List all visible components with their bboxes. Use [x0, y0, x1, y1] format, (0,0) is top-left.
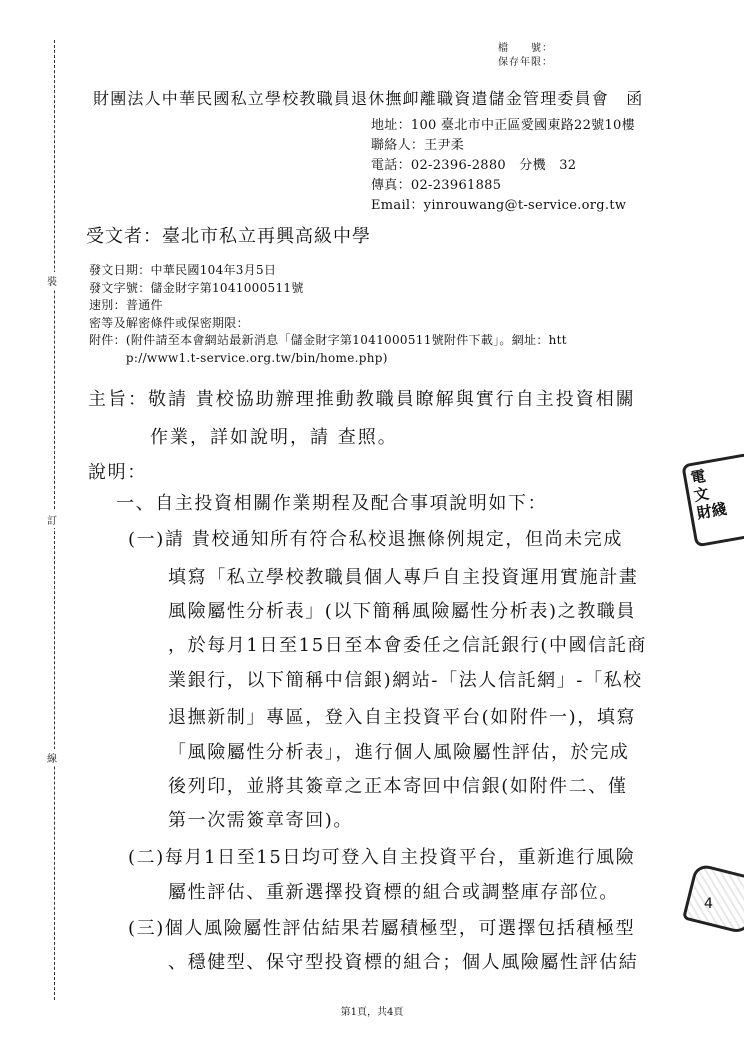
contact-person: 聯絡人：王尹柔: [371, 138, 465, 153]
binding-mark-ding: 訂: [47, 511, 57, 528]
body-line: (二)每月1日至15日均可登入自主投資平台，重新進行風險: [128, 847, 636, 868]
binding-mark-zhuang: 裝: [47, 272, 57, 289]
body-line: 屬性評估、重新選擇投資標的組合或調整庫存部位。: [168, 882, 619, 903]
body-line: 「風險屬性分析表」，進行個人風險屬性評估，於完成: [168, 742, 630, 763]
body-line: 後列印，並將其簽章之正本寄回中信銀(如附件二、僅: [168, 776, 628, 797]
archive-info: [498, 42, 553, 70]
subject-line-2: 作業，詳如說明，請 查照。: [150, 427, 398, 448]
binding-mark-xian: 線: [47, 749, 57, 766]
contact-phone: 電話：02-2396-2880 分機 32: [371, 158, 577, 173]
confidentiality: 密等及解密條件或保密期限：: [89, 315, 249, 330]
document-number: 發文字號：儲金財字第1041000511號: [89, 280, 304, 295]
page-number: 第1頁，共4頁: [340, 1007, 404, 1018]
body-line: 第一次需簽章寄回)。: [168, 810, 354, 831]
body-line: 業銀行，以下簡稱中信銀)網站-「法人信託網」-「私校: [168, 670, 643, 691]
receiver: 受文者：臺北市私立再興高級中學: [86, 226, 371, 247]
body-line: 退撫新制」專區，登入自主投資平台(如附件一)，填寫: [168, 707, 637, 728]
subject-line-1: 主旨：敬請 貴校協助辦理推動教職員瞭解與實行自主投資相關: [88, 389, 636, 410]
contact-email: Email：yinrouwang@t-service.org.tw: [371, 198, 627, 213]
retention-period-label: 保存年限：: [498, 57, 553, 68]
body-line: (三)個人風險屬性評估結果若屬積極型，可選擇包括積極型: [128, 918, 636, 939]
seal-number: 4: [704, 896, 713, 912]
body-line: 風險屬性分析表」(以下簡稱風險屬性分析表)之教職員: [168, 601, 637, 622]
urgency: 速別：普通件: [89, 298, 163, 312]
file-number-label: 檔 號：: [498, 43, 553, 54]
contact-block: [371, 116, 635, 216]
body-line: 、穩健型、保守型投資標的組合；個人風險屬性評估結: [168, 952, 639, 973]
contact-address: 地址：100 臺北市中正區愛國東路22號10樓: [371, 118, 635, 133]
body-line: (一)請 貴校通知所有符合私校退撫條例規定，但尚未完成: [128, 529, 623, 550]
organization-title: 財團法人中華民國私立學校教職員退休撫卹離職資遣儲金管理委員會 函: [93, 89, 644, 108]
document-stamp: 電 文 財綫: [681, 453, 744, 548]
document-meta: [89, 262, 567, 367]
body-line: ，於每月1日至15日至本會委任之信託銀行(中國信託商: [168, 635, 647, 656]
section-one-heading: 一、自主投資相關作業期程及配合事項說明如下：: [116, 493, 548, 514]
contact-fax: 傳真：02-23961885: [371, 178, 502, 193]
attachment-line-1: 附件：(附件請至本會網站最新消息「儲金財字第1041000511號附件下載」。網址：htt: [89, 333, 567, 347]
attachment-line-2: p://www1.t-service.org.tw/bin/home.php): [89, 350, 388, 365]
issue-date: 發文日期：中華民國104年3月5日: [89, 263, 277, 277]
explanation-label: 說明：: [88, 462, 147, 483]
body-line: 填寫「私立學校教職員個人專戶自主投資運用實施計畫: [168, 567, 639, 588]
